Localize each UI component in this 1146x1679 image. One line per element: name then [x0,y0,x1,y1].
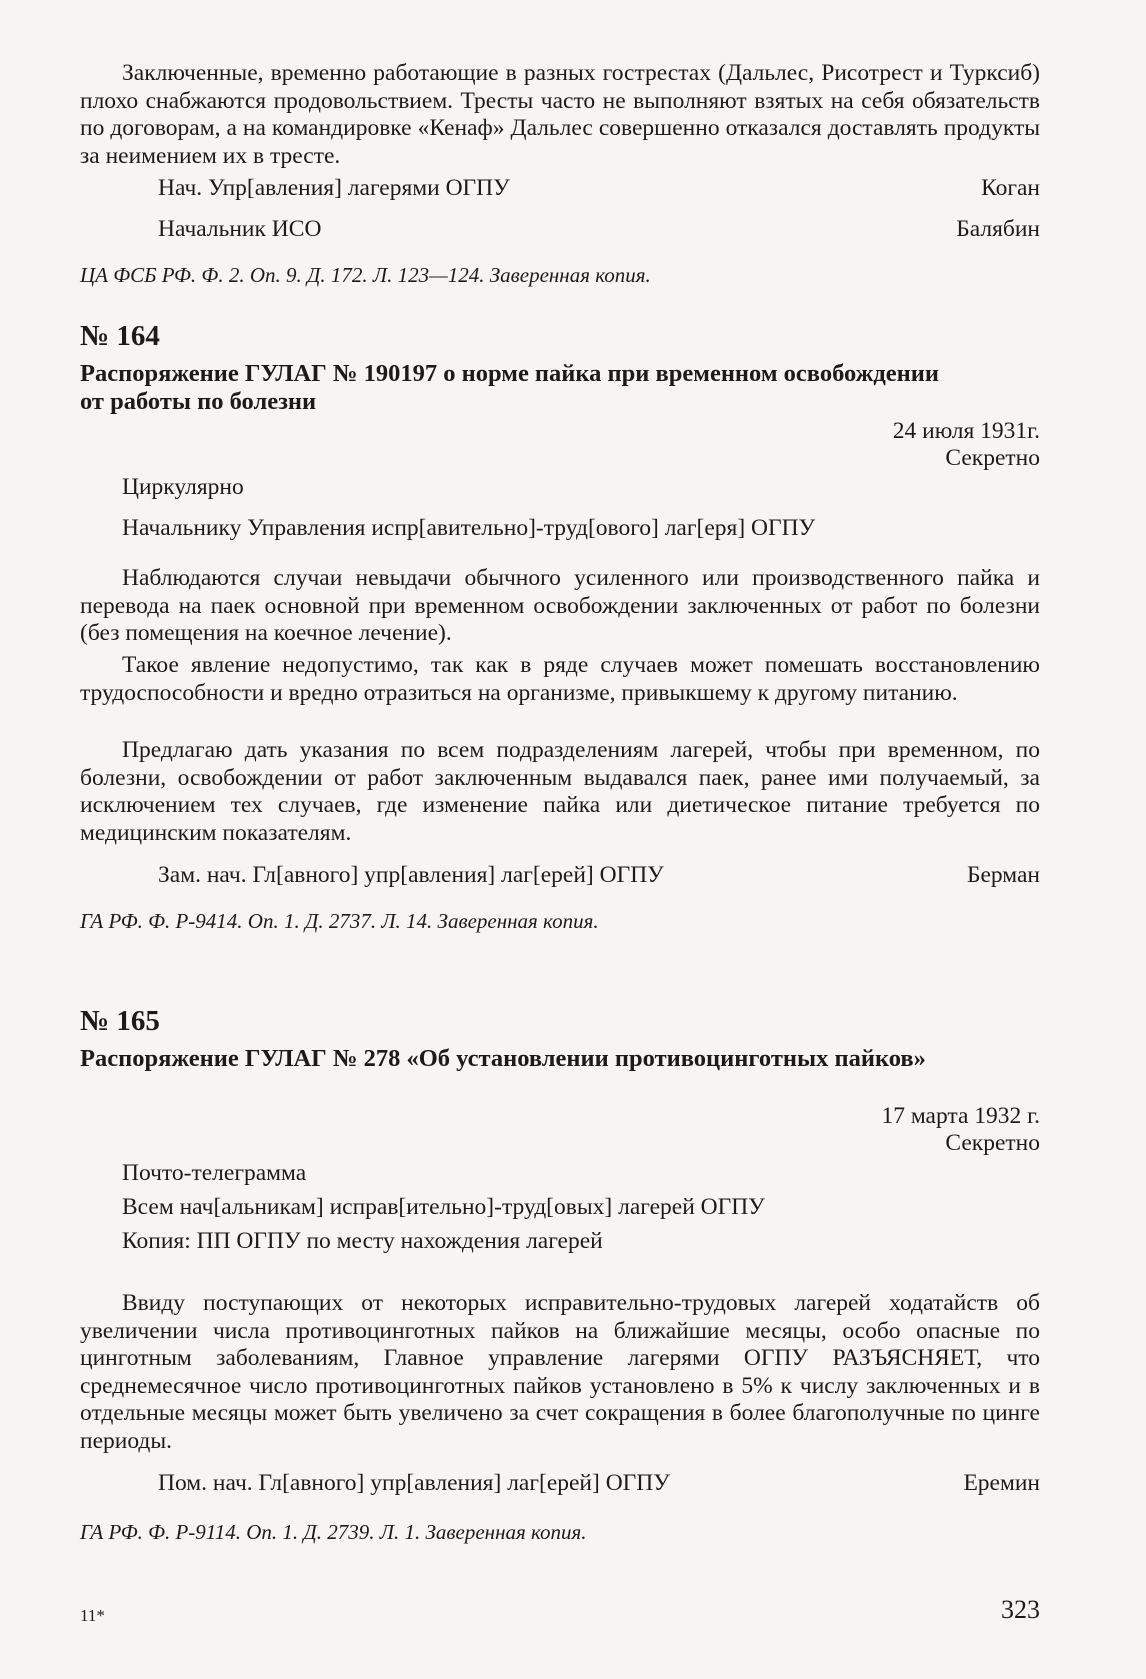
signature-position: Зам. нач. Гл[авного] упр[авления] лаг[ерей] ОГПУ [158,862,664,888]
top-section [80,60,1040,170]
body-paragraph [80,652,1040,707]
paragraph-text: Предлагаю дать указания по всем подразделениям лагерей, чтобы при временном, по болезни, освобождении от работ заключенным выдавался паек, ранее ими получаемый, за исключением тех случаев, где изменение пайка или диетическое питание требуется по медицинским показателям. [80,737,1040,846]
signature-line [80,175,1040,202]
addressee: Всем нач[альникам] исправ[ительно]-труд[овых] лагерей ОГПУ [122,1194,765,1220]
document-date: 24 июля 1931г. [892,418,1040,444]
body-paragraph [80,737,1040,847]
paragraph-text: Ввиду поступающих от некоторых исправительно-трудовых лагерей ходатайств об увеличении числа противоцинготных пайков на ближайшие месяцы, особо опасные по цинготным заболеваниям, Главное управление лагерями ОГПУ РАЗЪЯСНЯЕТ, что среднемесячное число противоцинготных пайков установлено в 5% к числу заключенных и в отдельные месяцы может быть увеличено за счет сокращения в более благополучные по цинге периоды. [80,1290,1040,1454]
delivery-mode: Почто-телеграмма [122,1160,307,1186]
addressee: Начальнику Управления испр[авительно]-труд[ового] лаг[еря] ОГПУ [122,515,816,541]
paragraph: Заключенные, временно работающие в разных гострестах (Дальлес, Рисотрест и Турксиб) плохо снабжаются продовольствием. Тресты часто не выполняют взятых на себя обязательств по договорам, а на командировке «Кенаф» Дальлес совершенно отказался доставлять продукты за неимением их в тресте. [80,60,1040,169]
signature-name: Берман [966,862,1040,888]
signature-line [80,1470,1040,1497]
classification: Секретно [945,445,1040,471]
signature-line [80,216,1040,243]
signature-name: Балябин [956,216,1040,242]
source-citation: ЦА ФСБ РФ. Ф. 2. Оп. 9. Д. 172. Л. 123—124. Заверенная копия. [80,263,651,287]
signature-position: Пом. нач. Гл[авного] упр[авления] лаг[ерей] ОГПУ [158,1470,670,1496]
signature-name: Коган [981,175,1040,201]
document-date: 17 марта 1932 г. [881,1103,1040,1129]
source-citation: ГА РФ. Ф. Р-9414. Оп. 1. Д. 2737. Л. 14. Заверенная копия. [80,909,599,933]
signature-position: Нач. Упр[авления] лагерями ОГПУ [158,175,510,201]
document-number: № 165 [80,1005,160,1037]
source-citation: ГА РФ. Ф. Р-9114. Оп. 1. Д. 2739. Л. 1. Заверенная копия. [80,1520,587,1544]
copy-line: Копия: ПП ОГПУ по месту нахождения лагерей [122,1228,603,1254]
body-paragraph [80,565,1040,648]
document-number: № 164 [80,320,160,352]
classification: Секретно [945,1130,1040,1156]
document-title: Распоряжение ГУЛАГ № 190197 о норме пайка при временном освобождении от работы по болезни [80,360,940,415]
signature-line [80,862,1040,889]
signature-position: Начальник ИСО [158,216,322,242]
page-number: 323 [1001,1595,1040,1624]
delivery-mode: Циркулярно [122,474,244,500]
signature-mark: 11* [80,1606,105,1625]
document-title: Распоряжение ГУЛАГ № 278 «Об установлении противоцинготных пайков» [80,1045,926,1072]
paragraph-text: Наблюдаются случаи невыдачи обычного усиленного или производственного пайка и перевода на паек основной при временном освобождении заключенных от работ по болезни (без помещения на коечное лечение). [80,565,1040,646]
paragraph-text: Такое явление недопустимо, так как в ряде случаев может помешать восстановлению трудоспособности и вредно отразиться на организме, привыкшему к другому питанию. [80,652,1040,706]
signature-name: Еремин [963,1470,1040,1496]
body-paragraph [80,1290,1040,1455]
